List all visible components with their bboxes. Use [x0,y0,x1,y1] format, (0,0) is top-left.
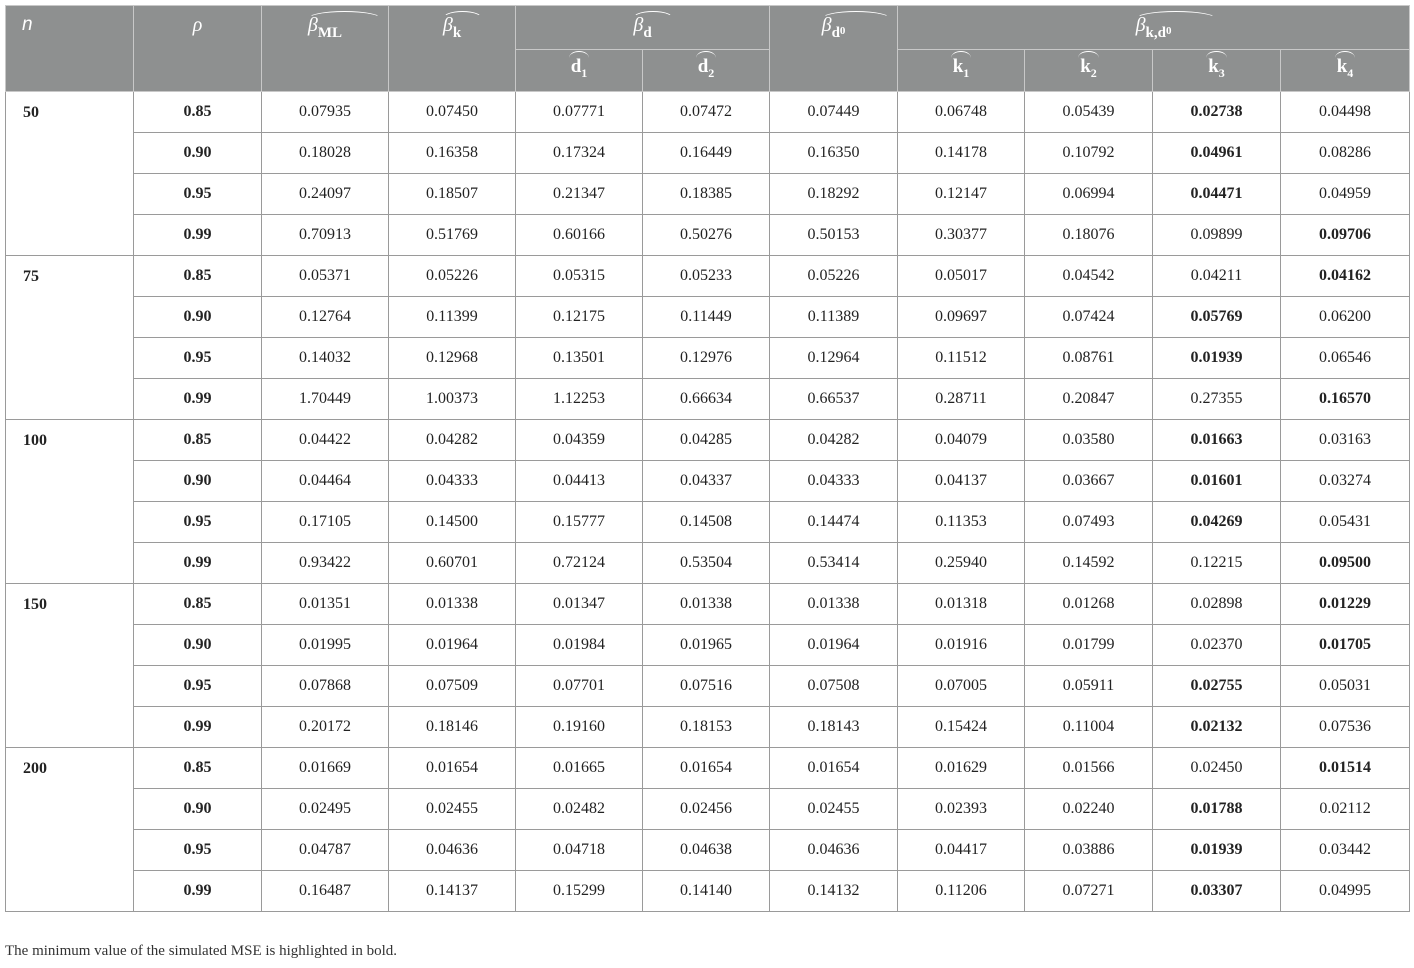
mse-cell: 0.50276 [643,215,770,256]
mse-cell: 0.05226 [770,256,898,297]
mse-cell: 0.06546 [1281,338,1410,379]
mse-cell: 0.25940 [898,543,1025,584]
table-body [6,92,1410,912]
beta-symbol: $\beta_d$ [633,14,652,41]
mse-cell: 0.06748 [898,92,1025,133]
mse-cell: 0.04282 [770,420,898,461]
mse-cell: 0.03580 [1025,420,1153,461]
mse-cell: 0.14500 [389,502,516,543]
mse-cell: 0.16350 [770,133,898,174]
mse-cell: 0.08761 [1025,338,1153,379]
mse-cell: 0.18076 [1025,215,1153,256]
mse-min-cell: 0.09706 [1281,215,1410,256]
mse-min-cell: 0.04269 [1153,502,1281,543]
table-row [6,461,1410,502]
mse-cell: 0.01799 [1025,625,1153,666]
header-k2: $k_2$ [1025,50,1153,92]
rho-cell: 0.95 [134,174,262,215]
mse-min-cell: 0.01788 [1153,789,1281,830]
mse-cell: 0.11353 [898,502,1025,543]
mse-cell: 0.07516 [643,666,770,707]
rho-cell: 0.99 [134,871,262,912]
mse-min-cell: 0.01514 [1281,748,1410,789]
mse-cell: 0.07424 [1025,297,1153,338]
mse-cell: 1.12253 [516,379,643,420]
rho-cell: 0.90 [134,625,262,666]
mse-min-cell: 0.01939 [1153,830,1281,871]
table-row [6,625,1410,666]
mse-cell: 0.05431 [1281,502,1410,543]
mse-min-cell: 0.05769 [1153,297,1281,338]
table-row [6,502,1410,543]
table-row [6,297,1410,338]
mse-cell: 0.15777 [516,502,643,543]
mse-cell: 0.04333 [389,461,516,502]
rho-cell: 0.99 [134,707,262,748]
mse-cell: 0.02455 [770,789,898,830]
mse-cell: 0.12215 [1153,543,1281,584]
mse-cell: 0.14132 [770,871,898,912]
sample-size-cell: 75 [6,256,134,420]
mse-cell: 0.04417 [898,830,1025,871]
header-k1: $k_1$ [898,50,1025,92]
mse-cell: 0.01665 [516,748,643,789]
mse-cell: 0.11389 [770,297,898,338]
rho-cell: 0.95 [134,830,262,871]
rho-cell: 0.90 [134,461,262,502]
mse-cell: 0.02240 [1025,789,1153,830]
mse-cell: 0.13501 [516,338,643,379]
mse-cell: 0.04413 [516,461,643,502]
mse-cell: 0.18385 [643,174,770,215]
mse-cell: 0.04333 [770,461,898,502]
mse-cell: 0.07509 [389,666,516,707]
mse-min-cell: 0.16570 [1281,379,1410,420]
mse-cell: 0.16487 [262,871,389,912]
rho-cell: 0.85 [134,420,262,461]
sample-size-cell: 200 [6,748,134,912]
mse-cell: 0.02482 [516,789,643,830]
table-row [6,338,1410,379]
mse-cell: 0.03274 [1281,461,1410,502]
table-row [6,666,1410,707]
mse-cell: 0.02450 [1153,748,1281,789]
mse-cell: 0.14140 [643,871,770,912]
mse-cell: 0.05439 [1025,92,1153,133]
mse-cell: 0.53504 [643,543,770,584]
mse-cell: 0.20172 [262,707,389,748]
mse-cell: 0.07701 [516,666,643,707]
mse-cell: 0.18507 [389,174,516,215]
table-footnote: The minimum value of the simulated MSE is highlighted in bold. [5,943,398,959]
mse-cell: 0.06994 [1025,174,1153,215]
mse-cell: 0.15424 [898,707,1025,748]
mse-cell: 0.12968 [389,338,516,379]
table-row [6,748,1410,789]
mse-min-cell: 0.03307 [1153,871,1281,912]
mse-cell: 0.12764 [262,297,389,338]
mse-cell: 0.04079 [898,420,1025,461]
mse-cell: 0.02898 [1153,584,1281,625]
mse-cell: 0.04422 [262,420,389,461]
rho-cell: 0.99 [134,379,262,420]
mse-cell: 0.01964 [770,625,898,666]
rho-cell: 0.95 [134,666,262,707]
mse-cell: 0.01347 [516,584,643,625]
mse-cell: 0.12147 [898,174,1025,215]
mse-cell: 0.01654 [770,748,898,789]
table-row [6,871,1410,912]
mse-cell: 0.93422 [262,543,389,584]
mse-cell: 0.07449 [770,92,898,133]
header-n: n [6,6,134,92]
mse-cell: 0.24097 [262,174,389,215]
header-k3: $k_3$ [1153,50,1281,92]
mse-cell: 0.01669 [262,748,389,789]
mse-cell: 0.14474 [770,502,898,543]
mse-cell: 0.01964 [389,625,516,666]
mse-cell: 0.11206 [898,871,1025,912]
table-row [6,420,1410,461]
mse-cell: 0.05911 [1025,666,1153,707]
mse-cell: 0.19160 [516,707,643,748]
mse-cell: 0.04638 [643,830,770,871]
mse-cell: 0.72124 [516,543,643,584]
mse-min-cell: 0.01939 [1153,338,1281,379]
mse-cell: 0.01318 [898,584,1025,625]
mse-cell: 0.07771 [516,92,643,133]
mse-cell: 0.01654 [643,748,770,789]
mse-cell: 0.04211 [1153,256,1281,297]
header-beta-kd0 [898,6,1410,50]
mse-cell: 0.04464 [262,461,389,502]
mse-cell: 0.16449 [643,133,770,174]
mse-cell: 0.53414 [770,543,898,584]
sample-size-cell: 150 [6,584,134,748]
mse-min-cell: 0.01705 [1281,625,1410,666]
mse-cell: 0.02456 [643,789,770,830]
rho-cell: 0.85 [134,748,262,789]
mse-cell: 0.16358 [389,133,516,174]
mse-cell: 0.02393 [898,789,1025,830]
mse-cell: 0.04636 [389,830,516,871]
mse-cell: 0.01916 [898,625,1025,666]
mse-cell: 0.07536 [1281,707,1410,748]
mse-cell: 0.07508 [770,666,898,707]
mse-cell: 0.01654 [389,748,516,789]
header-d2: $d_2$ [643,50,770,92]
table-row [6,92,1410,133]
table-row [6,584,1410,625]
mse-cell: 0.09697 [898,297,1025,338]
mse-cell: 0.01351 [262,584,389,625]
header-beta-d0 [770,6,898,92]
mse-cell: 0.04542 [1025,256,1153,297]
header-k4: $k_4$ [1281,50,1410,92]
mse-cell: 0.14592 [1025,543,1153,584]
mse-cell: 0.04718 [516,830,643,871]
mse-cell: 0.04337 [643,461,770,502]
beta-symbol: $\beta_d0$ [821,14,846,41]
mse-cell: 1.00373 [389,379,516,420]
table-row [6,215,1410,256]
sample-size-cell: 50 [6,92,134,256]
mse-cell: 0.01338 [389,584,516,625]
rho-cell: 0.85 [134,256,262,297]
mse-cell: 0.60701 [389,543,516,584]
mse-cell: 0.02112 [1281,789,1410,830]
mse-cell: 0.01338 [643,584,770,625]
mse-cell: 0.01629 [898,748,1025,789]
mse-cell: 0.01338 [770,584,898,625]
mse-cell: 0.14137 [389,871,516,912]
mse-cell: 0.01268 [1025,584,1153,625]
mse-cell: 0.70913 [262,215,389,256]
mse-cell: 0.12976 [643,338,770,379]
mse-cell: 0.17105 [262,502,389,543]
beta-symbol: $\beta_{k,d}0$ [1135,14,1172,41]
mse-cell: 0.17324 [516,133,643,174]
mse-cell: 0.07450 [389,92,516,133]
rho-cell: 0.85 [134,92,262,133]
header-beta-ml [262,6,389,92]
mse-min-cell: 0.02738 [1153,92,1281,133]
mse-cell: 0.07472 [643,92,770,133]
mse-cell: 0.04359 [516,420,643,461]
mse-cell: 0.14178 [898,133,1025,174]
mse-cell: 0.12175 [516,297,643,338]
mse-cell: 0.14032 [262,338,389,379]
mse-min-cell: 0.04471 [1153,174,1281,215]
mse-cell: 0.27355 [1153,379,1281,420]
mse-cell: 0.50153 [770,215,898,256]
beta-symbol: $\beta_{ML}$ [307,14,343,41]
mse-cell: 0.11004 [1025,707,1153,748]
mse-cell: 0.11449 [643,297,770,338]
beta-symbol: $\beta_k$ [442,14,462,41]
mse-cell: 0.04787 [262,830,389,871]
rho-cell: 0.95 [134,502,262,543]
mse-cell: 0.20847 [1025,379,1153,420]
mse-cell: 0.01995 [262,625,389,666]
header-d1: $d_1$ [516,50,643,92]
mse-results-table [5,5,1410,912]
mse-cell: 0.02495 [262,789,389,830]
mse-cell: 0.15299 [516,871,643,912]
table-row [6,133,1410,174]
mse-min-cell: 0.02132 [1153,707,1281,748]
mse-cell: 0.09899 [1153,215,1281,256]
mse-cell: 0.18028 [262,133,389,174]
mse-cell: 0.28711 [898,379,1025,420]
mse-cell: 0.07868 [262,666,389,707]
mse-cell: 0.05226 [389,256,516,297]
mse-cell: 0.18143 [770,707,898,748]
mse-cell: 0.04636 [770,830,898,871]
mse-cell: 0.03442 [1281,830,1410,871]
mse-min-cell: 0.01663 [1153,420,1281,461]
mse-cell: 0.04137 [898,461,1025,502]
mse-min-cell: 0.04162 [1281,256,1410,297]
mse-cell: 1.70449 [262,379,389,420]
table-row [6,174,1410,215]
mse-cell: 0.51769 [389,215,516,256]
table-row [6,379,1410,420]
mse-cell: 0.08286 [1281,133,1410,174]
rho-cell: 0.90 [134,789,262,830]
mse-cell: 0.12964 [770,338,898,379]
mse-cell: 0.02455 [389,789,516,830]
mse-cell: 0.01984 [516,625,643,666]
mse-min-cell: 0.01601 [1153,461,1281,502]
mse-cell: 0.11512 [898,338,1025,379]
mse-cell: 0.01965 [643,625,770,666]
mse-cell: 0.05315 [516,256,643,297]
mse-cell: 0.07005 [898,666,1025,707]
header-beta-k [389,6,516,92]
mse-cell: 0.18153 [643,707,770,748]
rho-cell: 0.85 [134,584,262,625]
mse-cell: 0.03667 [1025,461,1153,502]
mse-cell: 0.04285 [643,420,770,461]
table-row [6,543,1410,584]
mse-cell: 0.05031 [1281,666,1410,707]
rho-cell: 0.90 [134,297,262,338]
table-row [6,256,1410,297]
mse-cell: 0.66634 [643,379,770,420]
mse-cell: 0.30377 [898,215,1025,256]
mse-cell: 0.02370 [1153,625,1281,666]
mse-cell: 0.18292 [770,174,898,215]
mse-cell: 0.01566 [1025,748,1153,789]
mse-cell: 0.06200 [1281,297,1410,338]
mse-cell: 0.03163 [1281,420,1410,461]
rho-cell: 0.90 [134,133,262,174]
mse-cell: 0.07271 [1025,871,1153,912]
mse-min-cell: 0.09500 [1281,543,1410,584]
mse-cell: 0.11399 [389,297,516,338]
mse-cell: 0.04959 [1281,174,1410,215]
mse-cell: 0.04498 [1281,92,1410,133]
rho-cell: 0.99 [134,543,262,584]
mse-cell: 0.05017 [898,256,1025,297]
mse-cell: 0.04995 [1281,871,1410,912]
sample-size-cell: 100 [6,420,134,584]
header-rho: ρ [134,6,262,92]
mse-cell: 0.18146 [389,707,516,748]
mse-cell: 0.04282 [389,420,516,461]
mse-cell: 0.10792 [1025,133,1153,174]
mse-cell: 0.05233 [643,256,770,297]
mse-min-cell: 0.02755 [1153,666,1281,707]
mse-cell: 0.05371 [262,256,389,297]
mse-min-cell: 0.01229 [1281,584,1410,625]
table-row [6,789,1410,830]
mse-cell: 0.07935 [262,92,389,133]
header-beta-d [516,6,770,50]
rho-cell: 0.99 [134,215,262,256]
table-row [6,830,1410,871]
mse-cell: 0.14508 [643,502,770,543]
table-header [6,6,1410,92]
mse-cell: 0.07493 [1025,502,1153,543]
mse-min-cell: 0.04961 [1153,133,1281,174]
mse-cell: 0.66537 [770,379,898,420]
mse-cell: 0.21347 [516,174,643,215]
mse-cell: 0.60166 [516,215,643,256]
table-row [6,707,1410,748]
mse-cell: 0.03886 [1025,830,1153,871]
rho-cell: 0.95 [134,338,262,379]
